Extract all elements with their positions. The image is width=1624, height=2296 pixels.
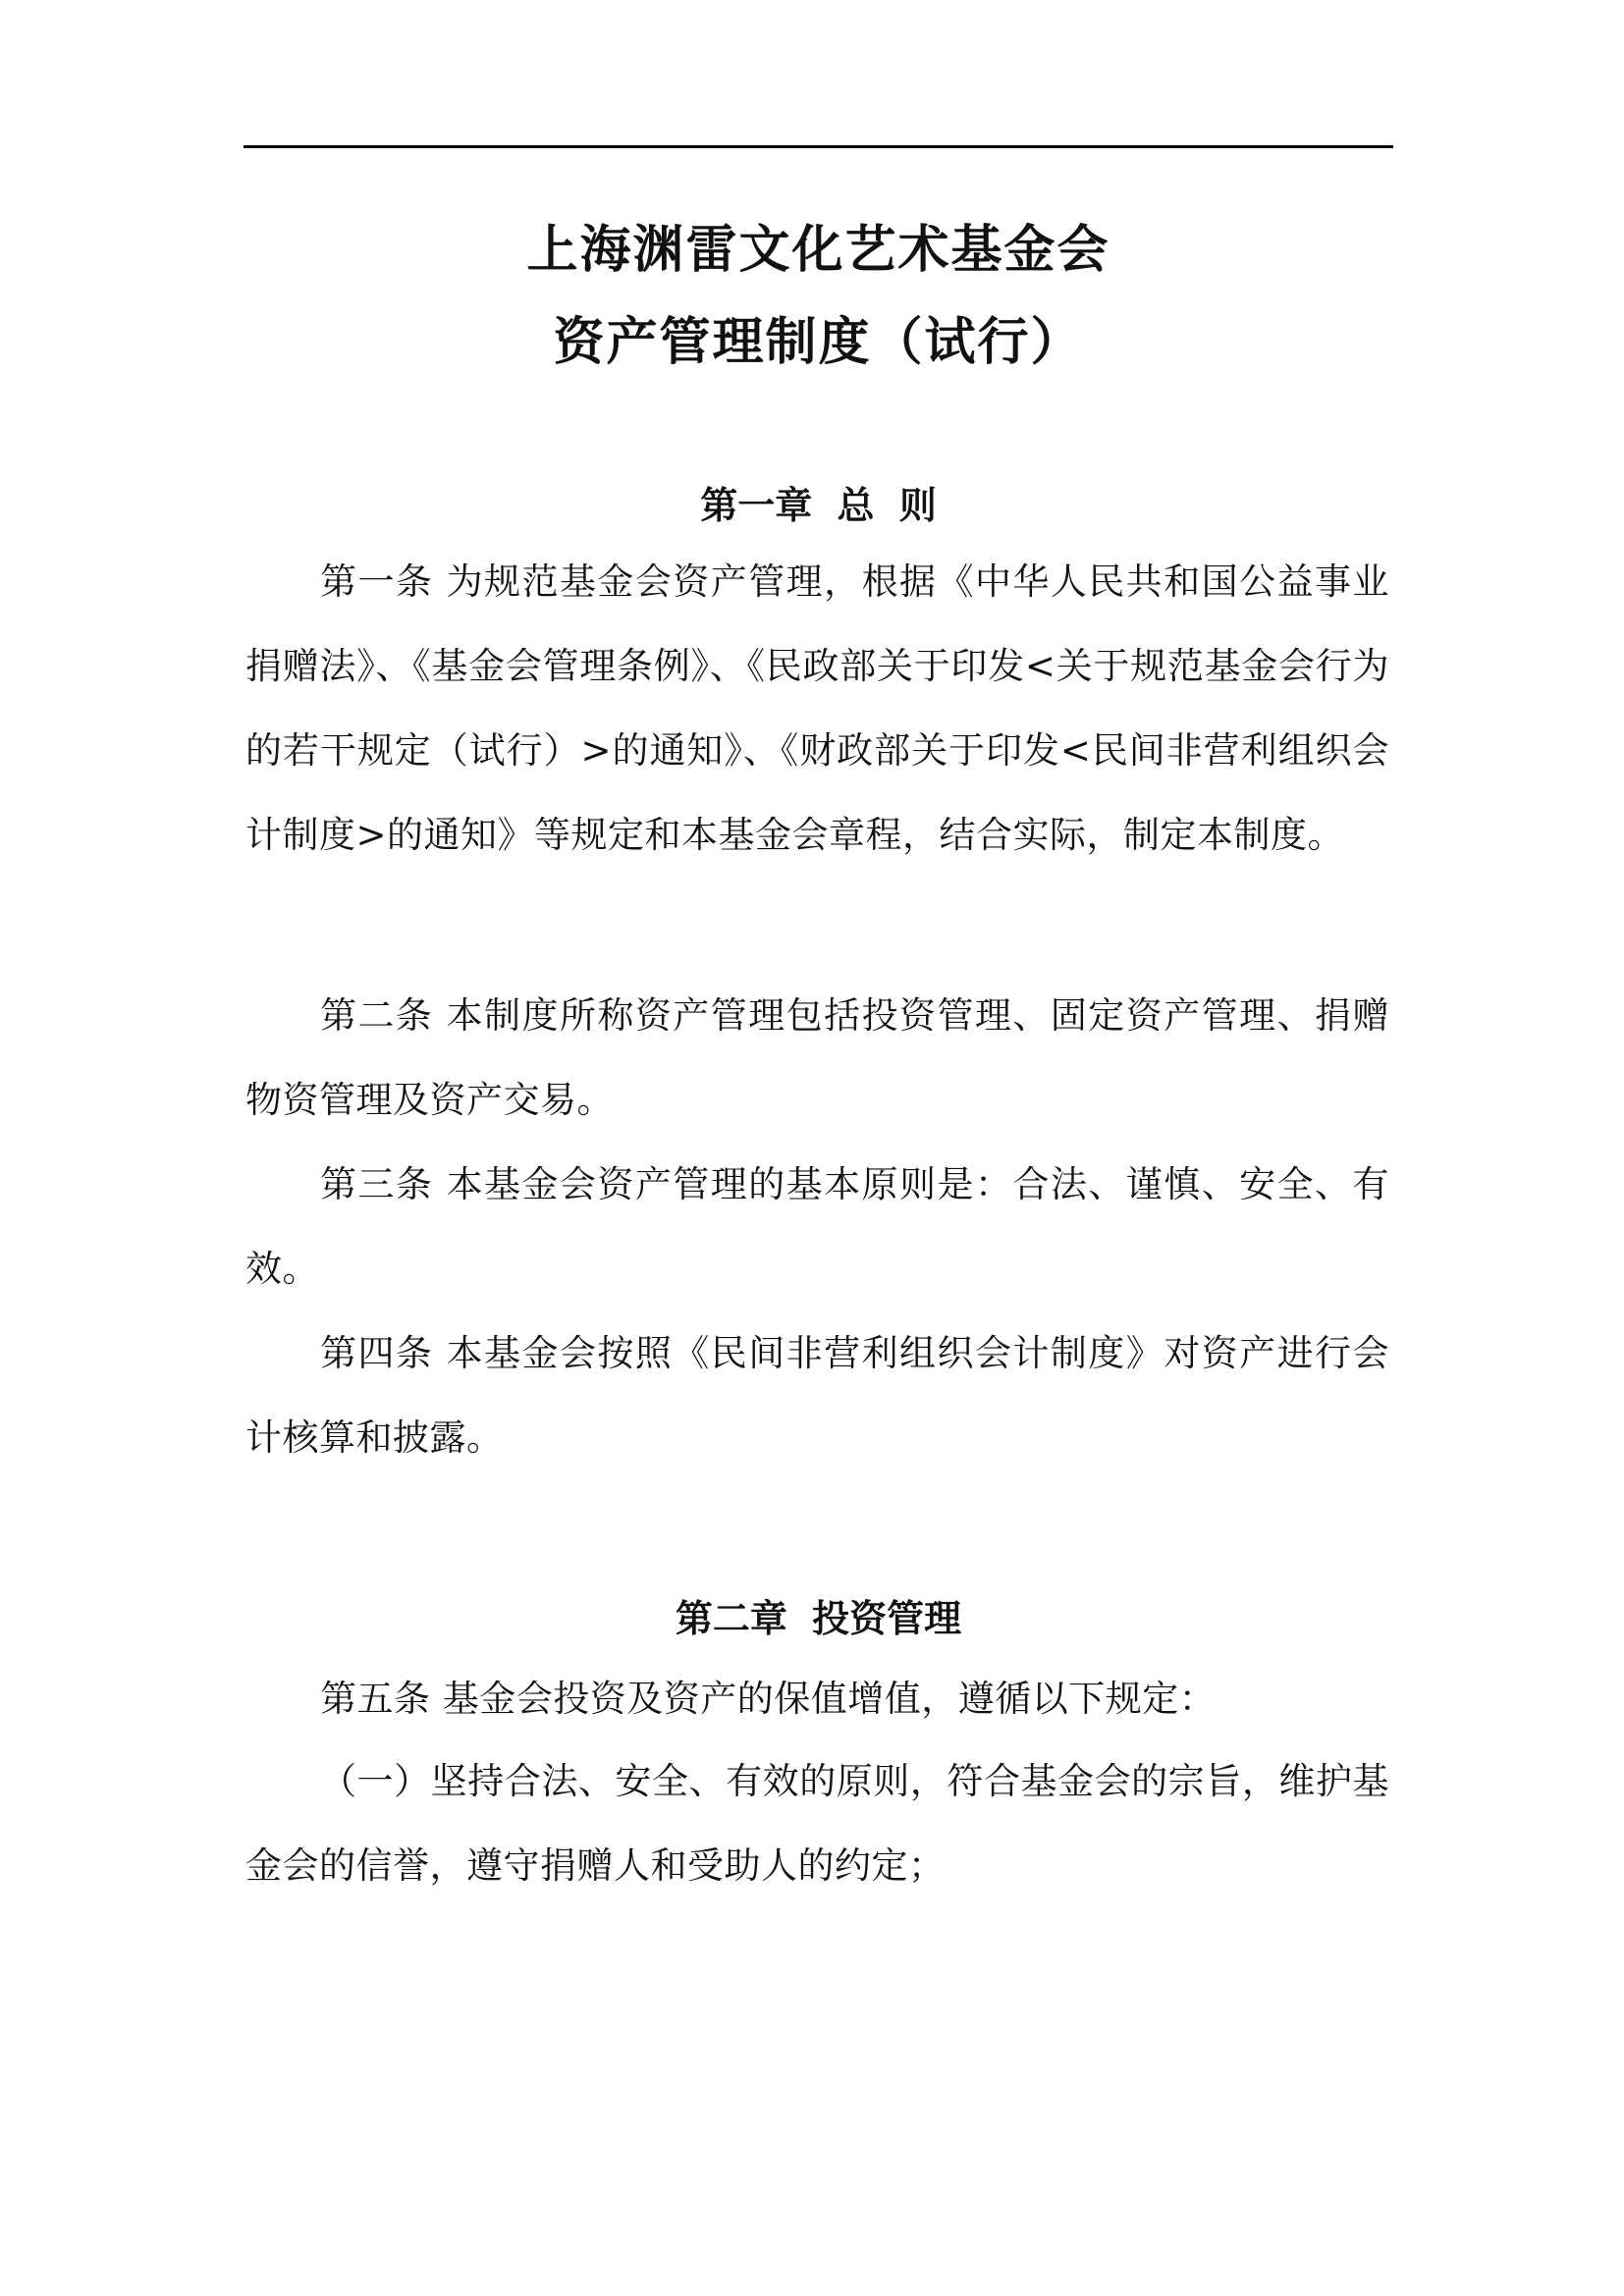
chapter-heading-2: 第二章 投资管理 bbox=[675, 1596, 962, 1640]
article-2: 第二条 本制度所称资产管理包括投资管理、固定资产管理、捐赠物资管理及资产交易。 bbox=[245, 994, 1389, 1121]
document-subtitle: 资产管理制度（试行） bbox=[553, 312, 1084, 372]
article-3: 第三条 本基金会资产管理的基本原则是：合法、谨慎、安全、有效。 bbox=[245, 1163, 1389, 1290]
chapter-heading-1: 第一章 总 则 bbox=[700, 483, 937, 527]
header-rule bbox=[244, 145, 1393, 148]
article-4: 第四条 本基金会按照《民间非营利组织会计制度》对资产进行会计核算和披露。 bbox=[245, 1332, 1389, 1459]
article-5-item-1: （一）坚持合法、安全、有效的原则，符合基金会的宗旨，维护基金会的信誉，遵守捐赠人和受助人的约定； bbox=[245, 1760, 1389, 1887]
document-title: 上海渊雷文化艺术基金会 bbox=[526, 220, 1110, 280]
article-5: 第五条 基金会投资及资产的保值增值，遵循以下规定： bbox=[320, 1678, 1217, 1720]
article-1: 第一条 为规范基金会资产管理，根据《中华人民共和国公益事业捐赠法》、《基金会管理条例》、《民政部关于印发<关于规范基金会行为的若干规定（试行）>的通知》、《财政部关于印发<民间非营利组织会计制度>的通知》等规定和本基金会章程，结合实际，制定本制度。 bbox=[245, 561, 1389, 856]
